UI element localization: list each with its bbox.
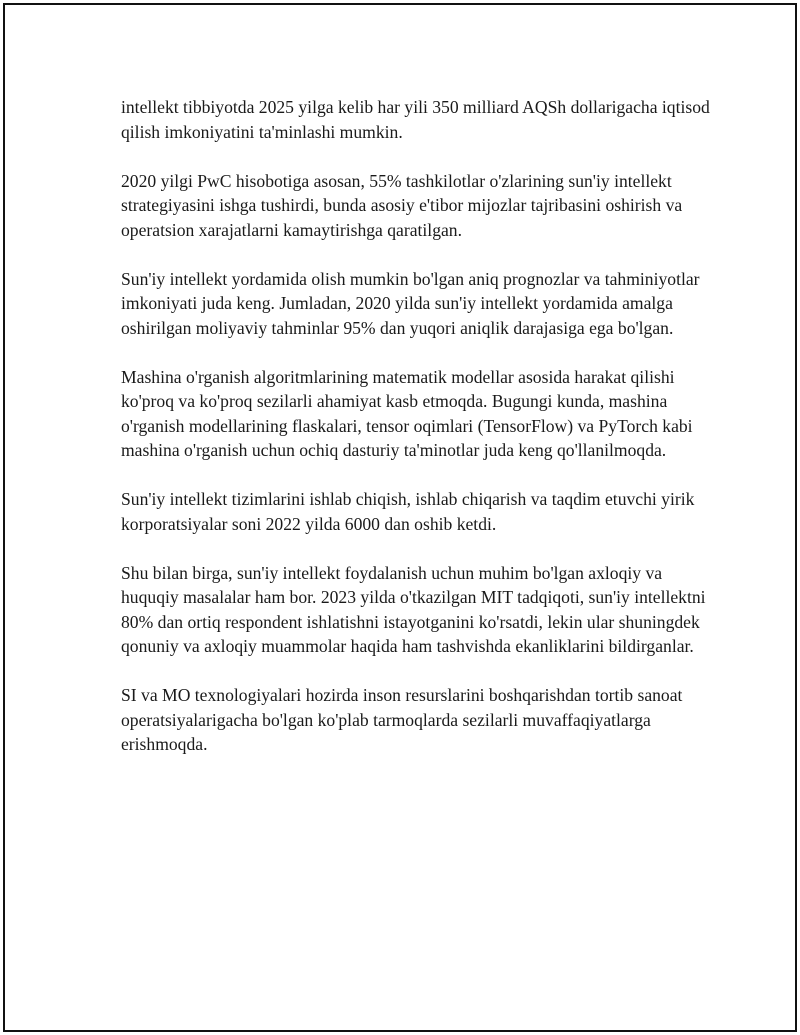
paragraph-1: intellekt tibbiyotda 2025 yilga kelib har yili 350 milliard AQSh dollarigacha iqtisod qilish imkoniyatini ta'minlashi mumkin.	[121, 97, 710, 142]
paragraph-2: 2020 yilgi PwC hisobotiga asosan, 55% tashkilotlar o'zlarining sun'iy intellekt strategiyasini ishga tushirdi, bunda asosiy e'tibor mijozlar tajribasini oshirish va operatsion xarajatlarni kamaytirishga qaratilgan.	[121, 170, 683, 240]
paragraph-7: SI va MO texnologiyalari hozirda inson resurslarini boshqarishdan tortib sanoat operatsiyalarigacha bo'lgan ko'plab tarmoqlarda sezilarli muvaffaqiyatlarga erishmoqda.	[121, 685, 683, 754]
page-frame	[3, 3, 797, 1032]
paragraph-4: Mashina o'rganish algoritmlarining matematik modellar asosida harakat qilishi ko'proq va ko'proq sezilarli ahamiyat kasb etmoqda. Bugungi kunda, mashina o'rganish modellarining flaskalari, tensor oqimlari (TensorFlow) va PyTorch kabi mashina o'rganish uchun ochiq dasturiy ta'minotlar juda keng qo'llanilmoqda.	[121, 366, 693, 460]
paragraph-5: Sun'iy intellekt tizimlarini ishlab chiqish, ishlab chiqarish va taqdim etuvchi yirik korporatsiyalar soni 2022 yilda 6000 dan oshib ketdi.	[121, 489, 695, 534]
paragraph-6: Shu bilan birga, sun'iy intellekt foydalanish uchun muhim bo'lgan axloqiy va huquqiy masalalar ham bor. 2023 yilda o'tkazilgan MIT tadqiqoti, sun'iy intellektni 80% dan ortiq respondent ishlatishni istayotganini ko'rsatdi, lekin ular shuningdek qonuniy va axloqiy muammolar haqida ham tashvishda ekanliklarini bildirganlar.	[121, 562, 706, 656]
document-body	[121, 95, 711, 781]
paragraph-3: Sun'iy intellekt yordamida olish mumkin bo'lgan aniq prognozlar va tahminiyotlar imkoniyati juda keng. Jumladan, 2020 yilda sun'iy intellekt yordamida amalga oshirilgan moliyaviy tahminlar 95% dan yuqori aniqlik darajasiga ega bo'lgan.	[121, 268, 700, 338]
